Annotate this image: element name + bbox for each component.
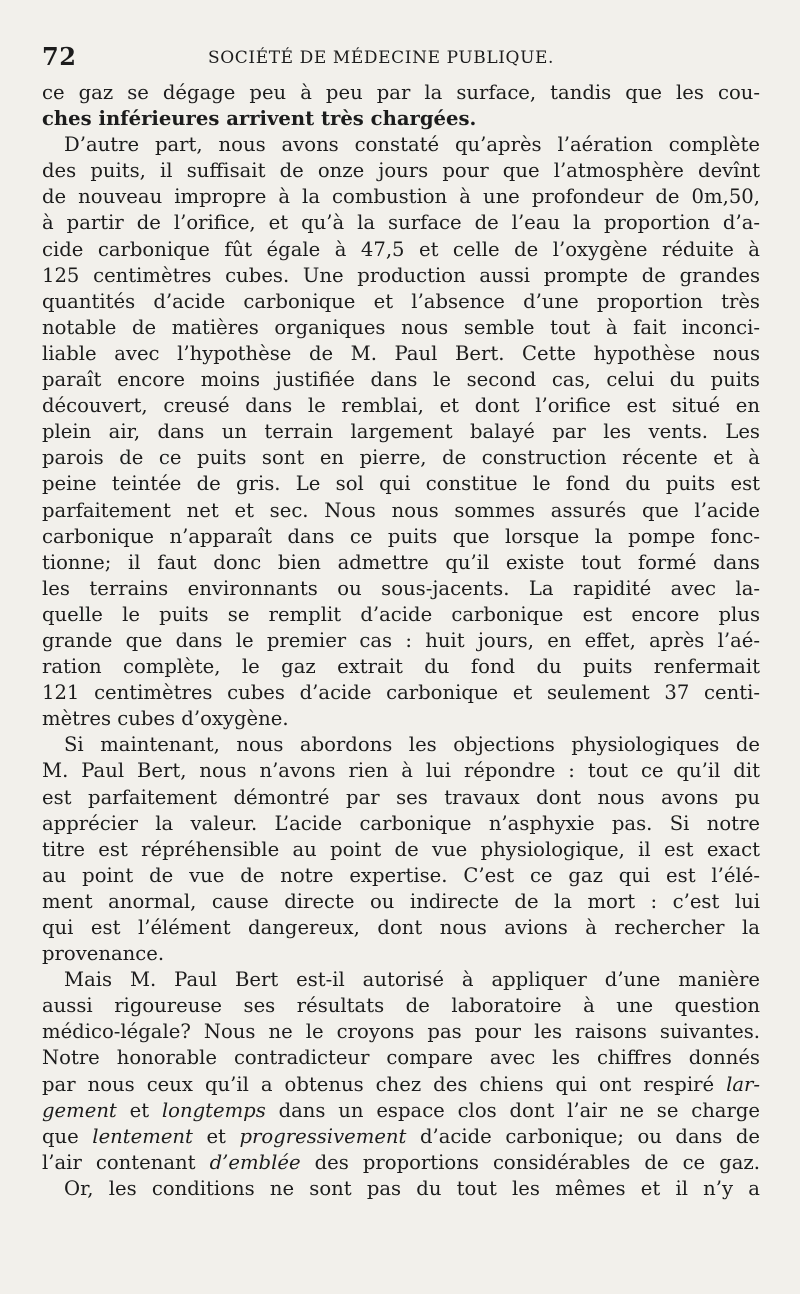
text-fragment: par nous ceux qu’il a obtenus chez des chiens qui ont respiré: [42, 1072, 727, 1096]
text-line: des puits, il suffisait de onze jours pour que l’atmosphère devînt: [42, 159, 760, 183]
text-line: peine teintée de gris. Le sol qui constitue le fond du puits est: [42, 472, 760, 496]
text-fragment: d’acide carbonique; ou dans de: [406, 1124, 760, 1148]
text-line: 125 centimètres cubes. Une production aussi prompte de grandes: [42, 263, 760, 287]
text-line: cide carbonique fût égale à 47,5 et celle de l’oxygène réduite à: [42, 237, 760, 261]
text-line: Mais M. Paul Bert est-il autorisé à appliquer d’une manière: [64, 968, 760, 992]
text-line: notable de matières organiques nous semble tout à fait inconci-: [42, 315, 760, 339]
text-fragment: que: [42, 1124, 93, 1148]
text-line: paraît encore moins justifiée dans le second cas, celui du puits: [42, 368, 760, 392]
text-line: [42, 1098, 760, 1124]
running-head: SOCIÉTÉ DE MÉDECINE PUBLIQUE.: [208, 48, 555, 68]
text-line: découvert, creusé dans le remblai, et dont l’orifice est situé en: [42, 394, 760, 418]
text-fragment-italic: gement: [42, 1098, 117, 1122]
text-line: [42, 1150, 760, 1176]
text-line: tionne; il faut donc bien admettre qu’il existe tout formé dans: [42, 550, 760, 574]
text-fragment: dans un espace clos dont l’air ne se charge: [265, 1098, 760, 1122]
text-line: de nouveau impropre à la combustion à une profondeur de 0m,50,: [42, 185, 760, 209]
text-line: quelle le puits se remplit d’acide carbonique est encore plus: [42, 602, 760, 626]
text-line: liable avec l’hypothèse de M. Paul Bert. Cette hypothèse nous: [42, 341, 760, 365]
text-line: D’autre part, nous avons constaté qu’après l’aération complète: [64, 133, 760, 157]
body-text: [42, 80, 760, 1202]
text-fragment: des proportions considérables de ce gaz.: [300, 1150, 760, 1174]
text-line: qui est l’élément dangereux, dont nous avions à rechercher la: [42, 916, 760, 939]
text-line: aussi rigoureuse ses résultats de laboratoire à une question: [42, 994, 760, 1018]
text-line: mètres cubes d’oxygène.: [42, 707, 289, 731]
text-fragment: et: [116, 1098, 162, 1122]
text-fragment-italic: longtemps: [161, 1098, 266, 1122]
text-line: titre est répréhensible au point de vue physiologique, il est exact: [42, 837, 760, 861]
text-line: plein air, dans un terrain largement balayé par les vents. Les: [42, 420, 760, 444]
text-line: quantités d’acide carbonique et l’absence d’une proportion très: [42, 289, 760, 313]
text-line: provenance.: [42, 942, 165, 966]
text-line: [42, 1072, 760, 1098]
text-line: [42, 1124, 760, 1150]
text-fragment-italic: lar-: [726, 1072, 760, 1096]
text-line: ches inférieures arrivent très chargées.: [42, 107, 477, 131]
text-line: ce gaz se dégage peu à peu par la surface, tandis que les cou-: [42, 81, 760, 104]
text-fragment-italic: progressivement: [239, 1124, 407, 1148]
text-fragment: et: [192, 1124, 240, 1148]
text-line: à partir de l’orifice, et qu’à la surface de l’eau la proportion d’a-: [42, 211, 760, 235]
text-line: 121 centimètres cubes d’acide carbonique et seulement 37 centi-: [42, 681, 760, 705]
text-fragment-italic: lentement: [92, 1124, 193, 1148]
text-line: médico-légale? Nous ne le croyons pas pour les raisons suivantes.: [42, 1020, 760, 1044]
text-fragment-italic: d’emblée: [209, 1150, 301, 1174]
text-line: les terrains environnants ou sous-jacents. La rapidité avec la-: [42, 576, 760, 600]
text-fragment: l’air contenant: [42, 1150, 210, 1174]
text-line: est parfaitement démontré par ses travaux dont nous avons pu: [42, 785, 760, 809]
text-line: Notre honorable contradicteur compare avec les chiffres donnés: [42, 1046, 760, 1070]
text-line: apprécier la valeur. L’acide carbonique n’asphyxie pas. Si notre: [42, 811, 760, 835]
text-line: ment anormal, cause directe ou indirecte de la mort : c’est lui: [42, 889, 760, 913]
text-line: parois de ce puits sont en pierre, de construction récente et à: [42, 446, 760, 470]
text-line: au point de vue de notre expertise. C’est ce gaz qui est l’élé-: [42, 863, 760, 887]
text-line: grande que dans le premier cas : huit jours, en effet, après l’aé-: [42, 628, 760, 652]
text-line: M. Paul Bert, nous n’avons rien à lui répondre : tout ce qu’il dit: [42, 759, 760, 783]
text-line: ration complète, le gaz extrait du fond du puits renfermait: [42, 655, 760, 679]
text-line: parfaitement net et sec. Nous nous sommes assurés que l’acide: [42, 498, 760, 522]
page-header: [42, 40, 760, 76]
text-line: Si maintenant, nous abordons les objections physiologiques de: [64, 733, 760, 757]
text-line: carbonique n’apparaît dans ce puits que lorsque la pompe fonc-: [42, 524, 760, 548]
page-number: 72: [42, 42, 77, 71]
text-line: Or, les conditions ne sont pas du tout les mêmes et il n’y a: [64, 1176, 760, 1200]
